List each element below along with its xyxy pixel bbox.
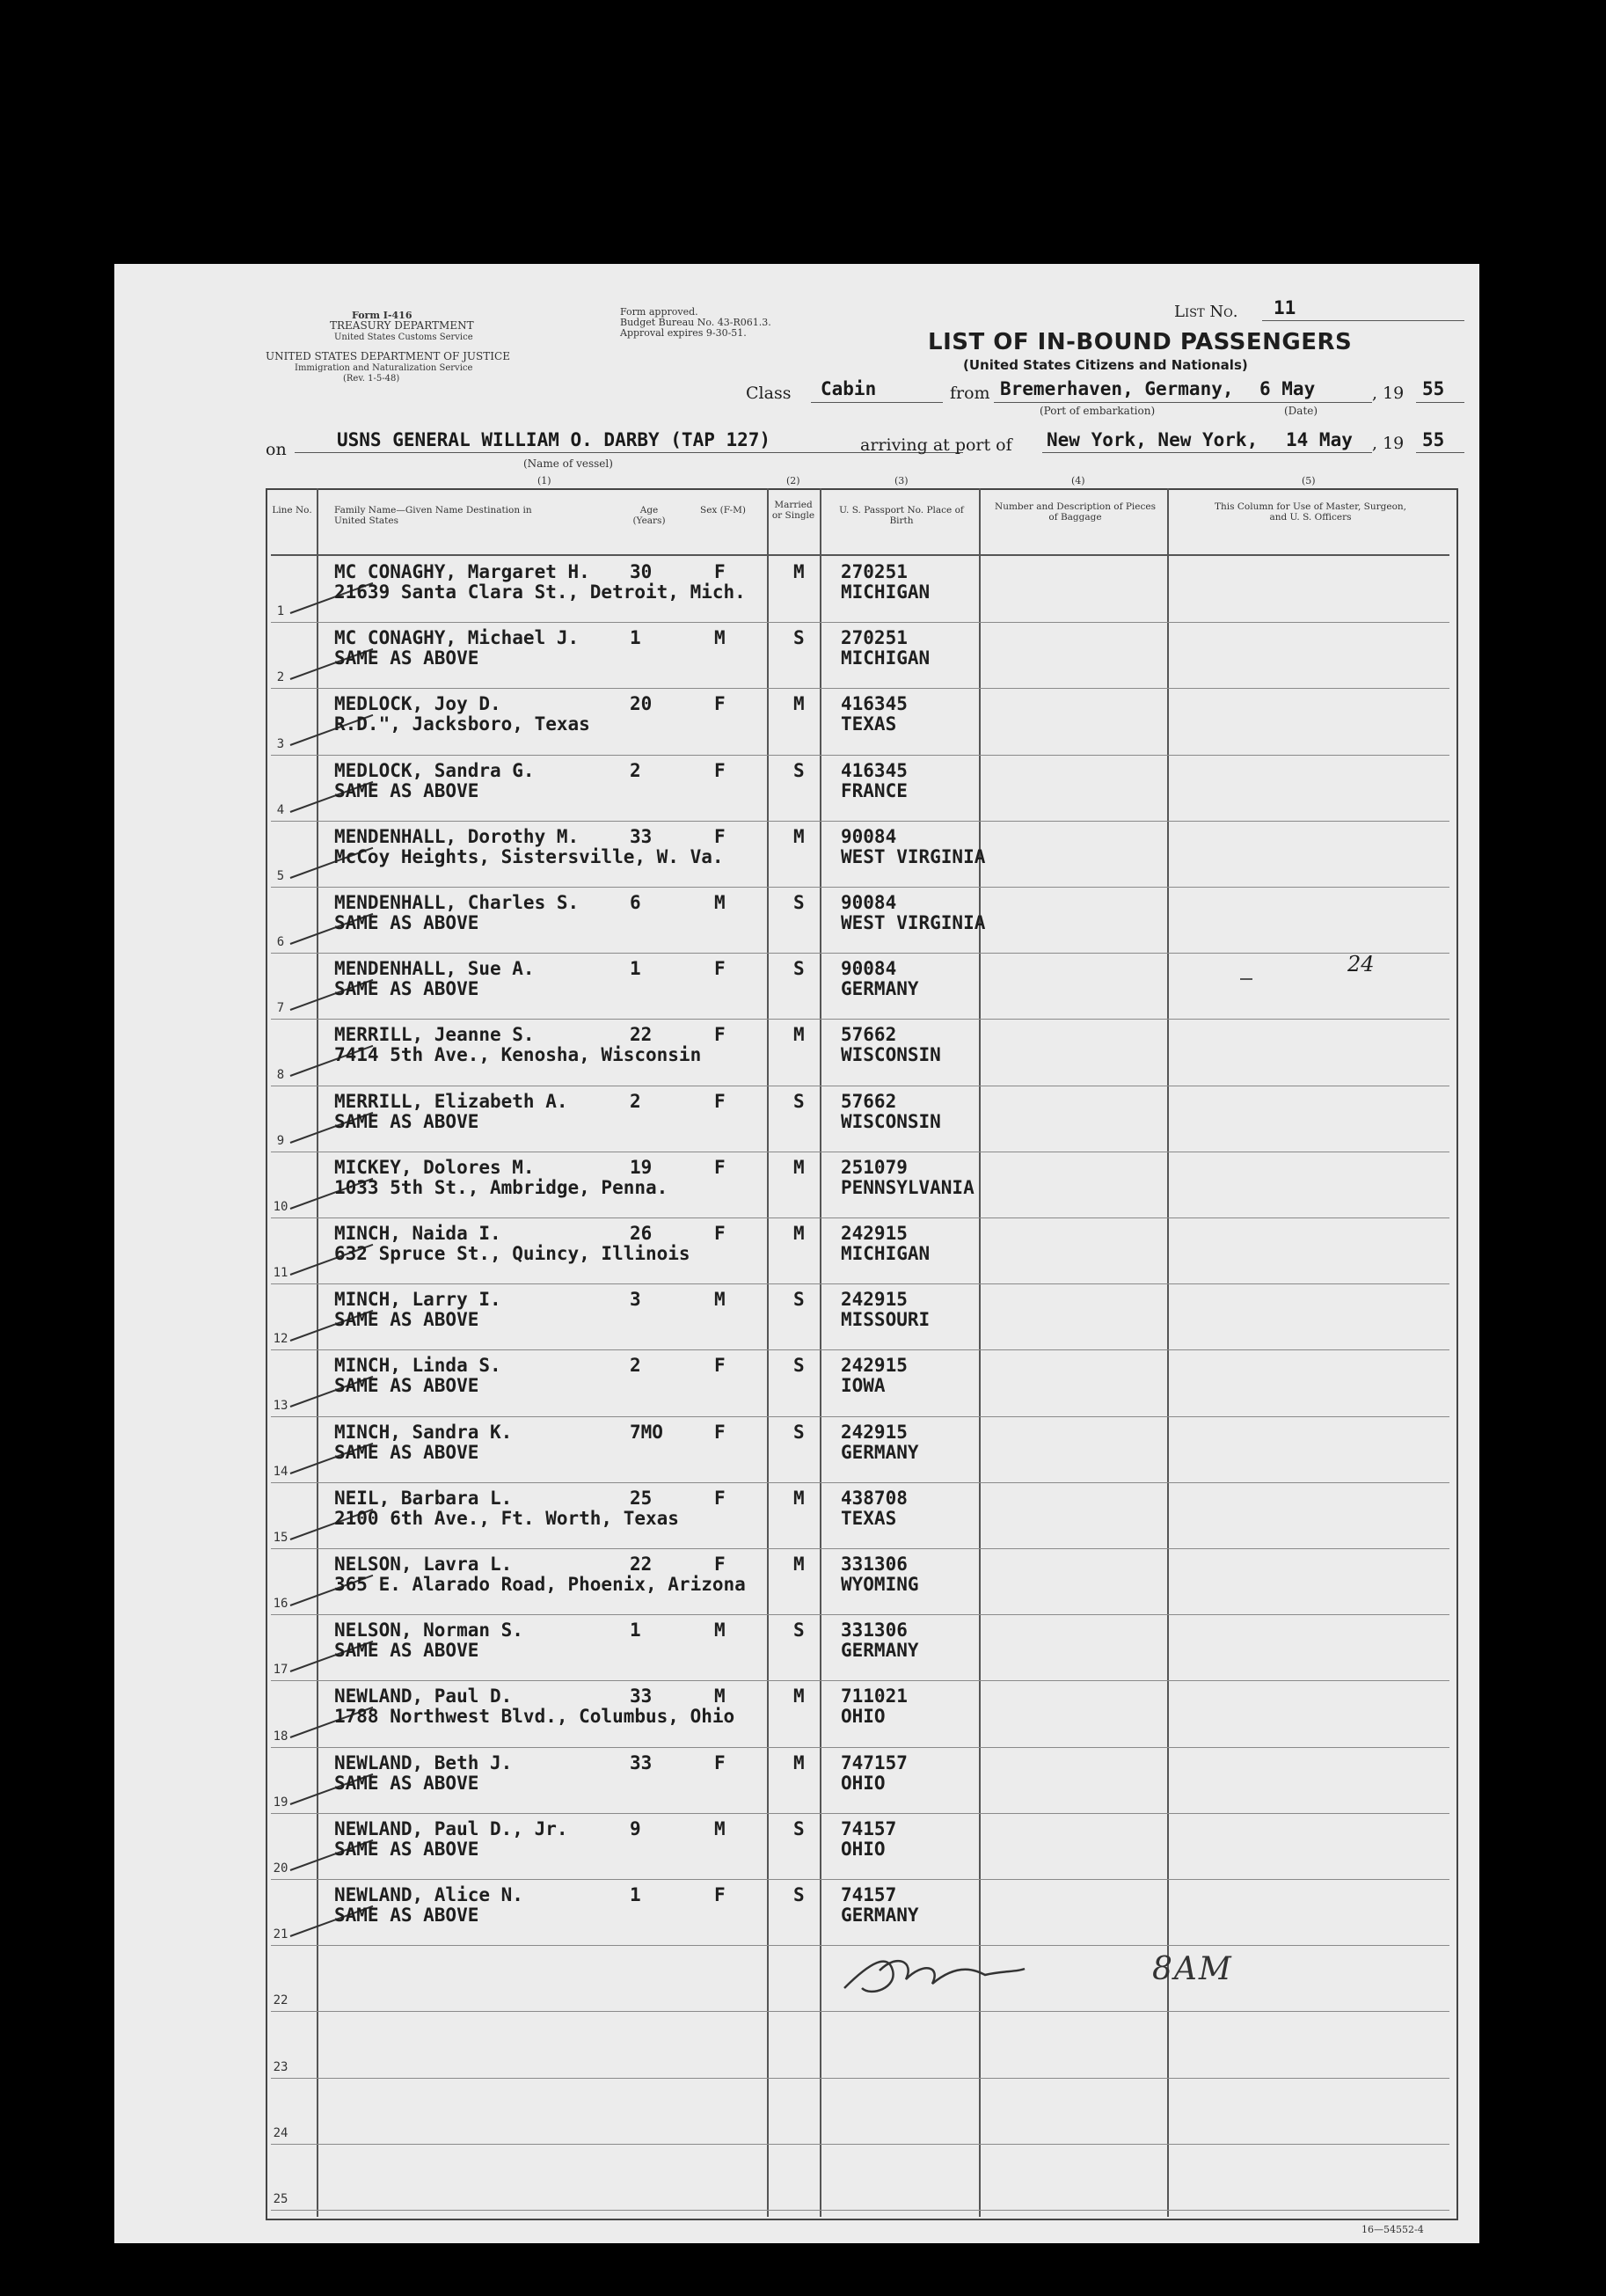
from-label: from [950, 384, 990, 403]
passenger-age: 25 [630, 1487, 653, 1509]
embarkation-year: 55 [1422, 378, 1445, 399]
passenger-age: 1 [630, 958, 641, 980]
passport-number: 270251 [841, 627, 908, 649]
customs-service: United States Customs Service [334, 333, 473, 342]
arriving-label: arriving at port of [860, 435, 1012, 455]
approval-line-2: Budget Bureau No. 43-R061.3. [620, 317, 771, 328]
passenger-name: MERRILL, Jeanne S. [334, 1024, 535, 1046]
passenger-name: MINCH, Sandra K. [334, 1421, 513, 1443]
passenger-name: MICKEY, Dolores M. [334, 1156, 535, 1178]
place-of-birth: MICHIGAN [841, 581, 931, 603]
passenger-name: NELSON, Lavra L. [334, 1554, 513, 1575]
passport-number: 74157 [841, 1817, 897, 1839]
passport-number: 747157 [841, 1751, 908, 1773]
line-number: 10 [273, 1200, 288, 1214]
place-of-birth: WEST VIRGINIA [841, 845, 986, 867]
manifest-sheet [114, 264, 1479, 2243]
place-of-birth: GERMANY [841, 1905, 919, 1926]
on-label: on [266, 440, 287, 459]
line-number: 18 [273, 1729, 288, 1744]
passenger-age: 1 [630, 1884, 641, 1905]
class-underline [811, 402, 943, 403]
place-of-birth: TEXAS [841, 713, 897, 735]
place-of-birth: MICHIGAN [841, 647, 931, 669]
passenger-address: SAME AS ABOVE [334, 1441, 479, 1463]
passenger-row [114, 1883, 1479, 1949]
place-of-birth: GERMANY [841, 1441, 919, 1463]
passenger-marital-status: M [793, 1554, 805, 1575]
place-of-birth: WISCONSIN [841, 1044, 941, 1066]
list-no-label: List No. [1174, 303, 1238, 321]
from-underline [994, 402, 1372, 403]
passenger-address: 632 Spruce St., Quincy, Illinois [334, 1243, 690, 1264]
line-number: 12 [273, 1332, 288, 1347]
ins-service: Immigration and Naturalization Service [295, 363, 473, 373]
place-of-birth: IOWA [841, 1375, 886, 1397]
page-subtitle: (United States Citizens and Nationals) [963, 357, 1248, 373]
line-number: 23 [273, 2059, 288, 2074]
arrival-year-prefix: , 19 [1372, 434, 1405, 453]
passenger-row [114, 890, 1479, 956]
place-of-birth: OHIO [841, 1706, 886, 1728]
line-number: 8 [276, 1067, 285, 1082]
passenger-name: MENDENHALL, Charles S. [334, 892, 580, 913]
passenger-marital-status: S [793, 1817, 805, 1839]
list-no-value: 11 [1274, 297, 1296, 318]
passport-number: 270251 [841, 561, 908, 582]
passenger-marital-status: S [793, 1620, 805, 1642]
line-number: 25 [273, 2192, 288, 2206]
line-number: 24 [273, 2125, 288, 2140]
vessel-caption: (Name of vessel) [523, 457, 613, 470]
passenger-row [114, 1353, 1479, 1419]
passenger-row [114, 1817, 1479, 1883]
passenger-marital-status: S [793, 892, 805, 913]
passport-number: 74157 [841, 1884, 897, 1905]
passport-number: 242915 [841, 1421, 908, 1443]
class-label: Class [746, 384, 792, 403]
place-of-birth: WISCONSIN [841, 1110, 941, 1132]
passenger-row [114, 1155, 1479, 1221]
passenger-marital-status: S [793, 759, 805, 781]
passenger-marital-status: M [793, 1156, 805, 1178]
passenger-sex: F [714, 1421, 726, 1443]
passenger-address: 1788 Northwest Blvd., Columbus, Ohio [334, 1706, 735, 1728]
approval-line-3: Approval expires 9-30-51. [620, 327, 747, 339]
passenger-sex: M [714, 1289, 726, 1311]
passenger-address: SAME AS ABOVE [334, 779, 479, 801]
passenger-sex: F [714, 825, 726, 847]
passenger-sex: F [714, 1024, 726, 1046]
passenger-age: 9 [630, 1817, 641, 1839]
passenger-row [114, 1751, 1479, 1817]
passenger-name: NEWLAND, Alice N. [334, 1884, 523, 1905]
passenger-age: 2 [630, 759, 641, 781]
signature-note: 8AM [1152, 1951, 1233, 1987]
passenger-name: MINCH, Larry I. [334, 1289, 501, 1311]
header-baggage: Number and Description of Pieces of Baggage [995, 501, 1156, 523]
passenger-marital-status: S [793, 1355, 805, 1377]
passenger-address: SAME AS ABOVE [334, 1905, 479, 1926]
passenger-age: 22 [630, 1554, 653, 1575]
line-number: 7 [276, 1001, 285, 1016]
passenger-row [114, 1420, 1479, 1486]
passenger-address: McCoy Heights, Sistersville, W. Va. [334, 845, 724, 867]
passenger-age: 22 [630, 1024, 653, 1046]
passenger-marital-status: M [793, 1751, 805, 1773]
passenger-address: SAME AS ABOVE [334, 912, 479, 933]
passenger-sex: F [714, 693, 726, 715]
column-number: (3) [894, 475, 909, 486]
line-number: 9 [276, 1133, 285, 1148]
passenger-address: SAME AS ABOVE [334, 1375, 479, 1397]
passenger-name: NEIL, Barbara L. [334, 1487, 513, 1509]
date-caption: (Date) [1284, 405, 1318, 417]
passenger-age: 26 [630, 1223, 653, 1244]
passenger-age: 33 [630, 1751, 653, 1773]
class-value: Cabin [821, 378, 877, 399]
header-married: Married or Single [771, 500, 815, 521]
passenger-age: 6 [630, 892, 641, 913]
passenger-row [114, 1552, 1479, 1618]
passenger-address: SAME AS ABOVE [334, 1309, 479, 1331]
passenger-name: MINCH, Naida I. [334, 1223, 501, 1244]
line-number: 13 [273, 1398, 288, 1413]
line-number: 22 [273, 1993, 288, 2008]
arrival-underline [1042, 452, 1372, 453]
passenger-marital-status: M [793, 1223, 805, 1244]
passenger-sex: F [714, 1223, 726, 1244]
embarkation-date: 6 May [1259, 378, 1316, 399]
passenger-marital-status: S [793, 1289, 805, 1311]
column-number: (4) [1071, 475, 1085, 486]
passenger-row [114, 1221, 1479, 1287]
passenger-address: SAME AS ABOVE [334, 1838, 479, 1860]
dash-mark [1240, 978, 1252, 980]
passenger-name: MERRILL, Elizabeth A. [334, 1090, 568, 1112]
passenger-age: 3 [630, 1289, 641, 1311]
passport-number: 251079 [841, 1156, 908, 1178]
passenger-row [114, 1486, 1479, 1552]
passenger-marital-status: M [793, 561, 805, 582]
passenger-address: R.D.", Jacksboro, Texas [334, 713, 590, 735]
passenger-marital-status: M [793, 1024, 805, 1046]
passenger-age: 1 [630, 627, 641, 649]
passenger-name: MEDLOCK, Sandra G. [334, 759, 535, 781]
passenger-age: 20 [630, 693, 653, 715]
header-sex: Sex (F-M) [700, 505, 746, 516]
passport-number: 90084 [841, 825, 897, 847]
passenger-row [114, 1022, 1479, 1088]
passenger-marital-status: S [793, 1090, 805, 1112]
passenger-marital-status: S [793, 1421, 805, 1443]
passenger-address: 365 E. Alarado Road, Phoenix, Arizona [334, 1574, 746, 1595]
passport-number: 57662 [841, 1024, 897, 1046]
passport-number: 242915 [841, 1289, 908, 1311]
line-number: 3 [276, 736, 285, 751]
arrival-port: New York, New York, [1047, 429, 1259, 450]
passenger-address: SAME AS ABOVE [334, 647, 479, 669]
arrival-year-underline [1416, 452, 1464, 453]
passenger-marital-status: S [793, 1884, 805, 1905]
place-of-birth: WYOMING [841, 1574, 919, 1595]
header-age: Age (Years) [632, 505, 666, 526]
passport-number: 438708 [841, 1487, 908, 1509]
embarkation-port: Bremerhaven, Germany, [1000, 378, 1234, 399]
passenger-marital-status: M [793, 1685, 805, 1707]
passport-number: 416345 [841, 759, 908, 781]
year-underline [1416, 402, 1464, 403]
passenger-age: 33 [630, 825, 653, 847]
print-code: 16—54552-4 [1361, 2224, 1424, 2235]
passenger-marital-status: S [793, 958, 805, 980]
passenger-marital-status: S [793, 627, 805, 649]
passenger-name: NELSON, Norman S. [334, 1620, 523, 1642]
passenger-age: 7MO [630, 1421, 663, 1443]
column-number: (5) [1302, 475, 1316, 486]
place-of-birth: WEST VIRGINIA [841, 912, 986, 933]
row-rule [271, 2011, 1449, 2012]
passenger-marital-status: M [793, 1487, 805, 1509]
passenger-name: NEWLAND, Beth J. [334, 1751, 513, 1773]
margin-number: 24 [1347, 952, 1375, 976]
line-number: 5 [276, 869, 285, 883]
place-of-birth: GERMANY [841, 1640, 919, 1662]
line-number: 1 [276, 604, 285, 619]
passenger-name: MEDLOCK, Joy D. [334, 693, 501, 715]
passenger-sex: F [714, 1355, 726, 1377]
line-number: 17 [273, 1663, 288, 1678]
passenger-sex: F [714, 1884, 726, 1905]
line-number: 6 [276, 935, 285, 950]
passenger-age: 19 [630, 1156, 653, 1178]
passenger-sex: M [714, 1817, 726, 1839]
line-number: 19 [273, 1795, 288, 1810]
passenger-name: NEWLAND, Paul D. [334, 1685, 513, 1707]
header-name: Family Name—Given Name Destination in United States [334, 505, 532, 526]
passenger-row [114, 1287, 1479, 1353]
place-of-birth: PENNSYLVANIA [841, 1176, 975, 1198]
port-caption: (Port of embarkation) [1040, 405, 1156, 417]
line-number: 4 [276, 802, 285, 817]
passenger-row [114, 559, 1479, 625]
officer-signature [836, 1944, 1117, 2006]
passenger-row [114, 956, 1479, 1022]
passenger-sex: F [714, 759, 726, 781]
passenger-sex: F [714, 1156, 726, 1178]
passenger-address: SAME AS ABOVE [334, 978, 479, 1000]
column-number: (2) [786, 475, 800, 486]
passenger-sex: M [714, 892, 726, 913]
passenger-row [114, 691, 1479, 757]
header-rule [271, 554, 1449, 556]
passport-number: 90084 [841, 892, 897, 913]
form-number: Form I-416 [352, 310, 412, 321]
passport-number: 57662 [841, 1090, 897, 1112]
passenger-row [114, 824, 1479, 890]
passenger-age: 2 [630, 1090, 641, 1112]
passenger-age: 33 [630, 1685, 653, 1707]
passenger-name: MC CONAGHY, Michael J. [334, 627, 580, 649]
row-rule [271, 2078, 1449, 2079]
passenger-name: MC CONAGHY, Margaret H. [334, 561, 590, 582]
passport-number: 416345 [841, 693, 908, 715]
passenger-row [114, 1089, 1479, 1155]
column-number: (1) [537, 475, 551, 486]
place-of-birth: FRANCE [841, 779, 908, 801]
line-number: 14 [273, 1464, 288, 1479]
passenger-sex: F [714, 1487, 726, 1509]
header-passport: U. S. Passport No. Place of Birth [839, 505, 964, 526]
line-number: 20 [273, 1861, 288, 1876]
passenger-name: MINCH, Linda S. [334, 1355, 501, 1377]
passenger-address: SAME AS ABOVE [334, 1110, 479, 1132]
passenger-address: SAME AS ABOVE [334, 1772, 479, 1794]
line-number: 21 [273, 1927, 288, 1942]
passenger-sex: F [714, 958, 726, 980]
line-number: 15 [273, 1531, 288, 1545]
arrival-date: 14 May [1286, 429, 1353, 450]
passenger-name: NEWLAND, Paul D., Jr. [334, 1817, 568, 1839]
passenger-age: 2 [630, 1355, 641, 1377]
passenger-sex: F [714, 1751, 726, 1773]
place-of-birth: TEXAS [841, 1507, 897, 1529]
passport-number: 242915 [841, 1355, 908, 1377]
arrival-year: 55 [1422, 429, 1445, 450]
passport-number: 331306 [841, 1620, 908, 1642]
passenger-marital-status: M [793, 693, 805, 715]
form-revision: (Rev. 1-5-48) [343, 374, 400, 384]
treasury-dept: TREASURY DEPARTMENT [330, 319, 474, 332]
passenger-row [114, 1684, 1479, 1750]
passenger-address: 2100 6th Ave., Ft. Worth, Texas [334, 1507, 679, 1529]
vessel-name: USNS GENERAL WILLIAM O. DARBY (TAP 127) [337, 429, 771, 450]
passenger-address: SAME AS ABOVE [334, 1640, 479, 1662]
passenger-age: 30 [630, 561, 653, 582]
passenger-name: MENDENHALL, Dorothy M. [334, 825, 580, 847]
line-number: 11 [273, 1266, 288, 1281]
line-number: 16 [273, 1597, 288, 1612]
passenger-sex: M [714, 1620, 726, 1642]
place-of-birth: OHIO [841, 1772, 886, 1794]
list-no-underline [1262, 320, 1464, 321]
passenger-sex: F [714, 1554, 726, 1575]
place-of-birth: GERMANY [841, 978, 919, 1000]
passenger-age: 1 [630, 1620, 641, 1642]
passenger-address: 21639 Santa Clara St., Detroit, Mich. [334, 581, 746, 603]
header-officers: This Column for Use of Master, Surgeon, and U. S. Officers [1215, 501, 1406, 523]
passenger-sex: M [714, 1685, 726, 1707]
passenger-row [114, 758, 1479, 824]
passenger-sex: F [714, 561, 726, 582]
passenger-address: 1033 5th St., Ambridge, Penna. [334, 1176, 668, 1198]
row-rule [271, 2210, 1449, 2211]
header-line: Line No. [272, 505, 312, 516]
line-number: 2 [276, 670, 285, 685]
passenger-row [114, 625, 1479, 691]
passport-number: 711021 [841, 1685, 908, 1707]
justice-dept: UNITED STATES DEPARTMENT OF JUSTICE [266, 350, 510, 362]
row-rule [271, 2144, 1449, 2145]
passenger-marital-status: M [793, 825, 805, 847]
passenger-name: MENDENHALL, Sue A. [334, 958, 535, 980]
embarkation-year-prefix: , 19 [1372, 384, 1405, 403]
page-title: LIST OF IN-BOUND PASSENGERS [928, 329, 1353, 355]
passport-number: 242915 [841, 1223, 908, 1244]
passenger-sex: M [714, 627, 726, 649]
passenger-row [114, 1618, 1479, 1684]
passport-number: 331306 [841, 1554, 908, 1575]
approval-line-1: Form approved. [620, 306, 698, 318]
place-of-birth: MICHIGAN [841, 1243, 931, 1264]
place-of-birth: OHIO [841, 1838, 886, 1860]
passport-number: 90084 [841, 958, 897, 980]
passenger-sex: F [714, 1090, 726, 1112]
passenger-address: 7414 5th Ave., Kenosha, Wisconsin [334, 1044, 702, 1066]
place-of-birth: MISSOURI [841, 1309, 931, 1331]
